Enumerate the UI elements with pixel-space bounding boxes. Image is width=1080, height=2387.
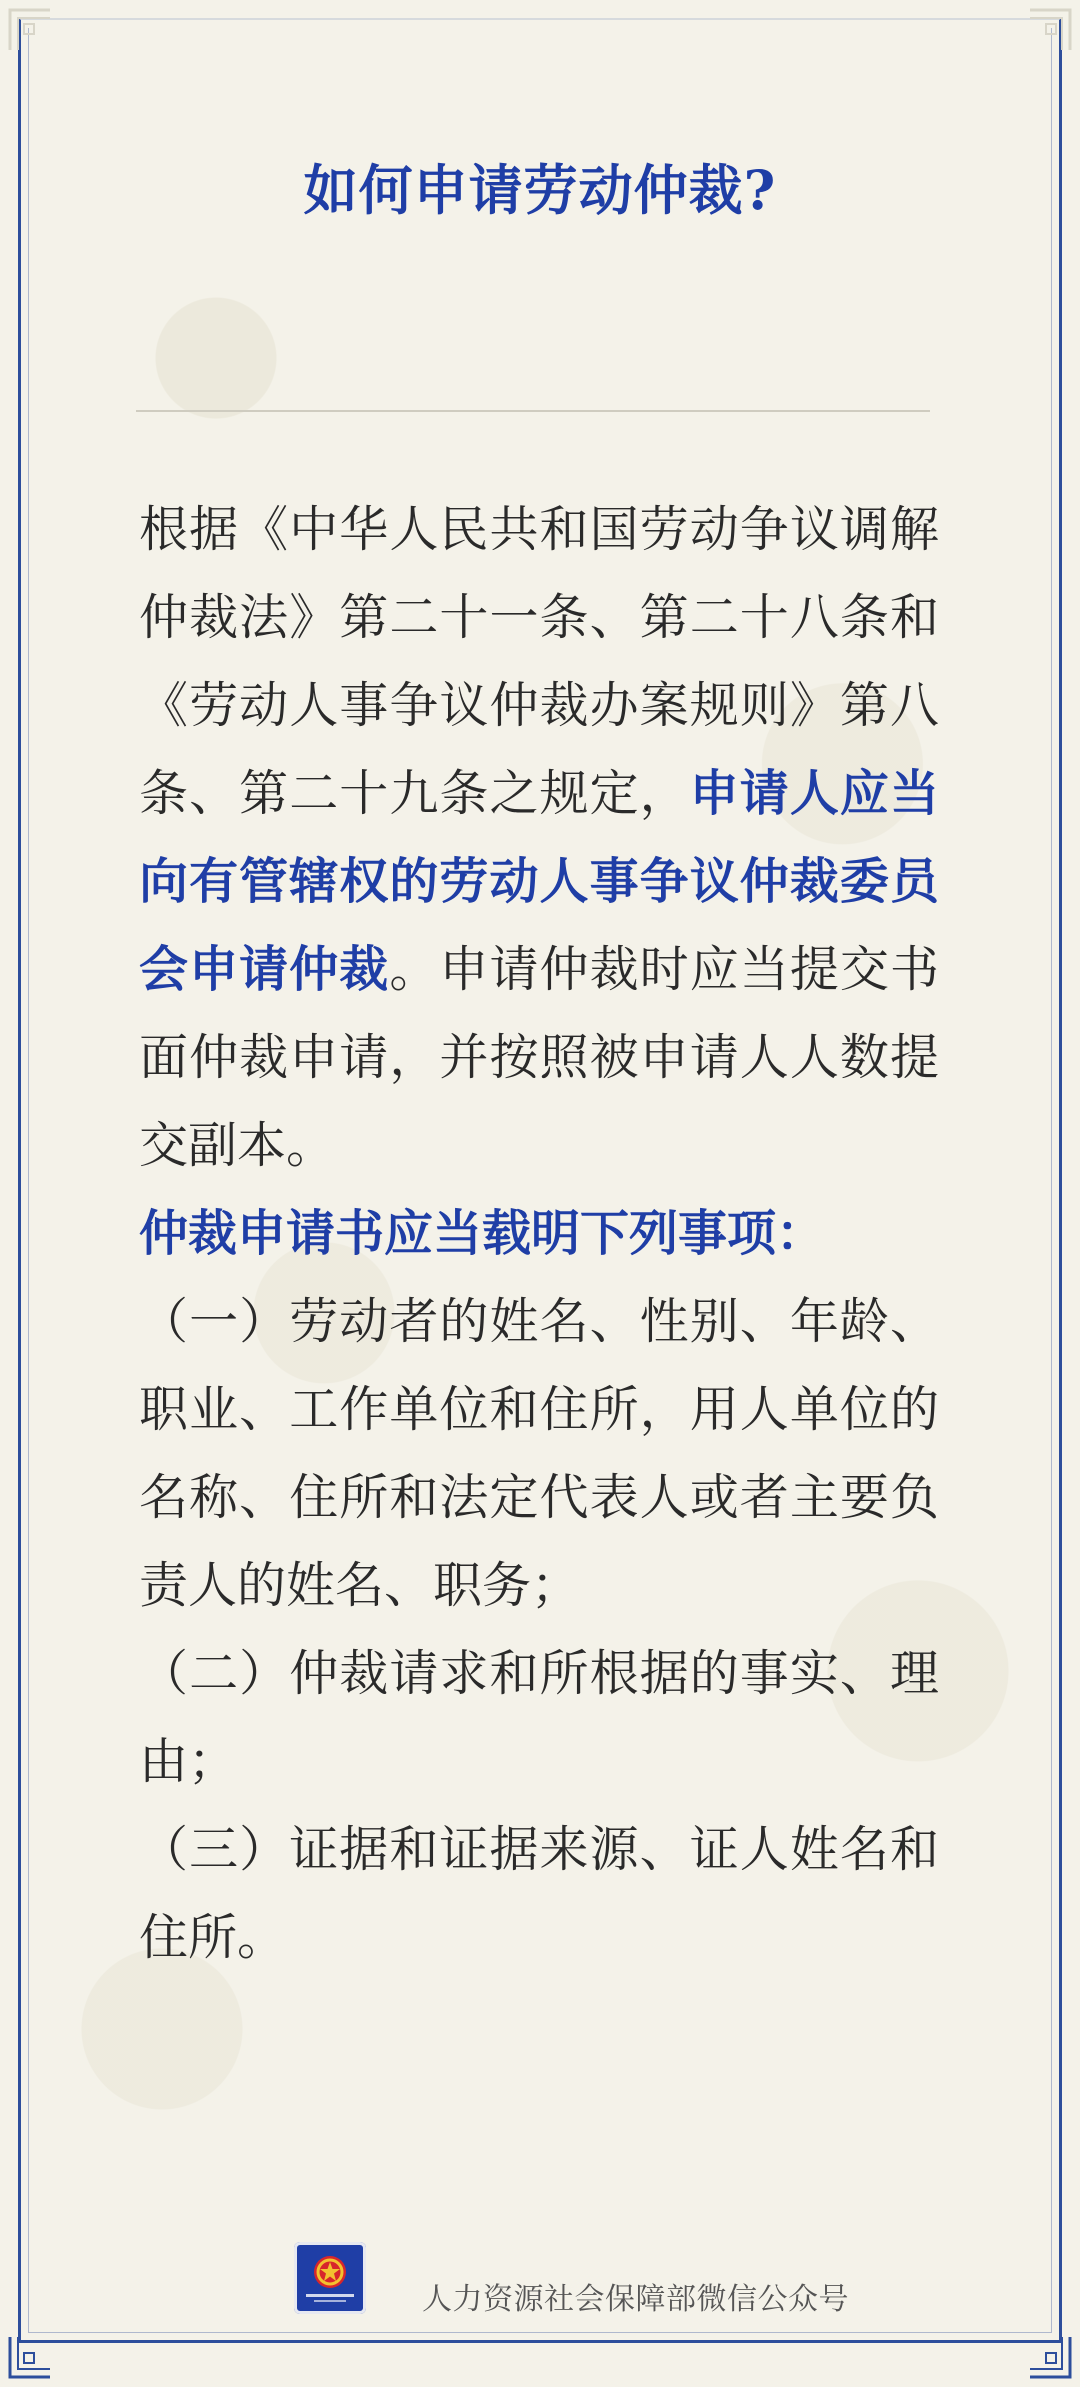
- intro-paragraph: [139, 486, 939, 1190]
- corner-ornament-icon: [1028, 2335, 1072, 2379]
- corner-ornament-icon: [1028, 8, 1072, 52]
- footer-source: 人力资源社会保障部微信公众号: [422, 2282, 849, 2317]
- intro-text: 根据《中华人民共和国劳动争议调解仲裁法》第二十一条、第二十八条和《劳动人事争议仲裁办案规则》第八条、第二十九条之规定，: [139, 501, 939, 822]
- list-item: （三）证据和证据来源、证人姓名和住所。: [139, 1821, 939, 1966]
- list-item: （一）劳动者的姓名、性别、年龄、职业、工作单位和住所，用人单位的名称、住所和法定代表人或者主要负责人的姓名、职务；: [139, 1293, 939, 1614]
- national-emblem-icon: [294, 2242, 366, 2314]
- corner-ornament-icon: [8, 8, 52, 52]
- corner-ornament-icon: [8, 2335, 52, 2379]
- list-title: 仲裁申请书应当载明下列事项：: [139, 1205, 826, 1262]
- title-divider: [136, 410, 930, 412]
- intro-text-end: 。申请仲裁时应当提交书面仲裁申请，并按照被申请人人数提交副本。: [139, 941, 939, 1174]
- article-body: [139, 486, 939, 1982]
- page-title: 如何申请劳动仲裁?: [303, 158, 777, 222]
- list-item: （二）仲裁请求和所根据的事实、理由；: [139, 1645, 939, 1790]
- intro-highlight: 申请人应当向有管辖权的劳动人事争议仲裁委员会申请仲裁: [139, 765, 939, 998]
